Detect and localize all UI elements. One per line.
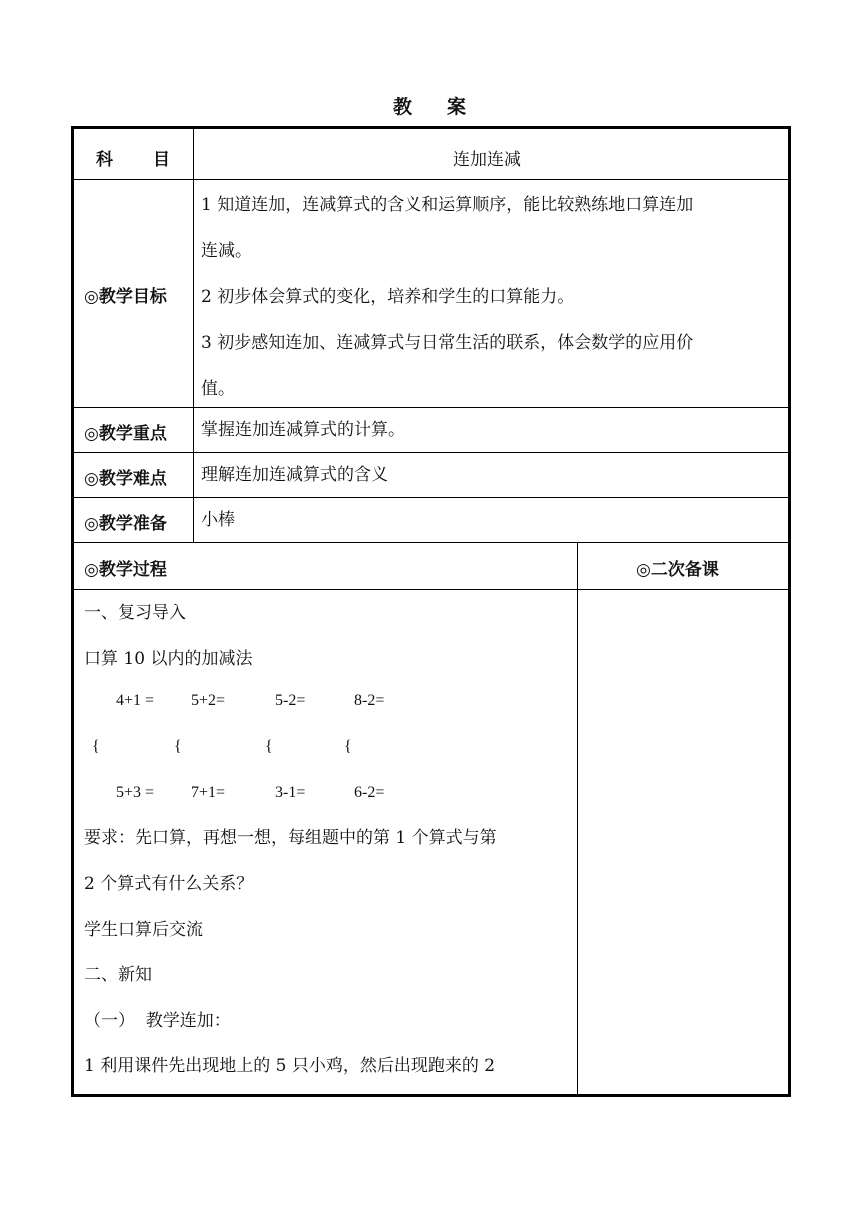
preparation-label: ◎教学准备 <box>84 514 167 534</box>
brace: { <box>265 738 273 755</box>
objectives-label: ◎教学目标 <box>84 287 167 307</box>
calc-item: 5+3 = <box>116 784 155 801</box>
key-point-label: ◎教学重点 <box>84 424 167 444</box>
brace: { <box>344 738 352 755</box>
key-point-value: 掌握连加连减算式的计算。 <box>201 420 405 440</box>
secondary-prep-label: ◎二次备课 <box>636 560 719 580</box>
sub-heading: （一） 教学连加： <box>84 1011 231 1031</box>
lesson-plan-table <box>71 126 791 1097</box>
row-divider <box>74 452 788 453</box>
subject-value: 连加连减 <box>453 150 521 170</box>
review-heading: 一、复习导入 <box>84 603 186 623</box>
process-label: ◎教学过程 <box>84 560 167 580</box>
brace: { <box>174 738 182 755</box>
requirement-line-1: 要求：先口算，再想一想，每组题中的第 1 个算式与第 <box>84 828 497 848</box>
objective-line: 值。 <box>201 379 235 399</box>
objective-line: 1 知道连加，连减算式的含义和运算顺序，能比较熟练地口算连加 <box>201 195 694 215</box>
difficulty-label: ◎教学难点 <box>84 469 167 489</box>
calc-item: 7+1= <box>191 784 226 801</box>
exchange-line: 学生口算后交流 <box>84 920 203 940</box>
new-knowledge-heading: 二、新知 <box>84 965 152 985</box>
objective-line: 2 初步体会算式的变化，培养和学生的口算能力。 <box>201 287 575 307</box>
row-divider <box>74 497 788 498</box>
objective-line: 连减。 <box>201 241 252 261</box>
label-column-divider <box>193 129 194 542</box>
secondary-column-divider <box>577 542 578 1094</box>
preparation-value: 小棒 <box>201 510 235 530</box>
step-1-line: 1 利用课件先出现地上的 5 只小鸡，然后出现跑来的 2 <box>84 1056 496 1076</box>
title-char-1: 教 <box>392 96 413 118</box>
oral-calc-line: 口算 10 以内的加减法 <box>84 649 253 669</box>
document-title <box>0 92 860 119</box>
calc-item: 6-2= <box>354 784 385 801</box>
calc-item: 5-2= <box>275 692 306 709</box>
calc-item: 3-1= <box>275 784 306 801</box>
difficulty-value: 理解连加连减算式的含义 <box>201 465 388 485</box>
subject-label: 科 目 <box>96 150 170 170</box>
requirement-line-2: 2 个算式有什么关系？ <box>84 874 254 894</box>
row-divider <box>74 407 788 408</box>
row-divider <box>74 179 788 180</box>
row-divider <box>74 542 788 543</box>
title-char-2: 案 <box>447 96 468 118</box>
calc-item: 5+2= <box>191 692 226 709</box>
brace: { <box>92 738 100 755</box>
objective-line: 3 初步感知连加、连减算式与日常生活的联系，体会数学的应用价 <box>201 333 694 353</box>
calc-item: 8-2= <box>354 692 385 709</box>
calc-item: 4+1 = <box>116 692 155 709</box>
